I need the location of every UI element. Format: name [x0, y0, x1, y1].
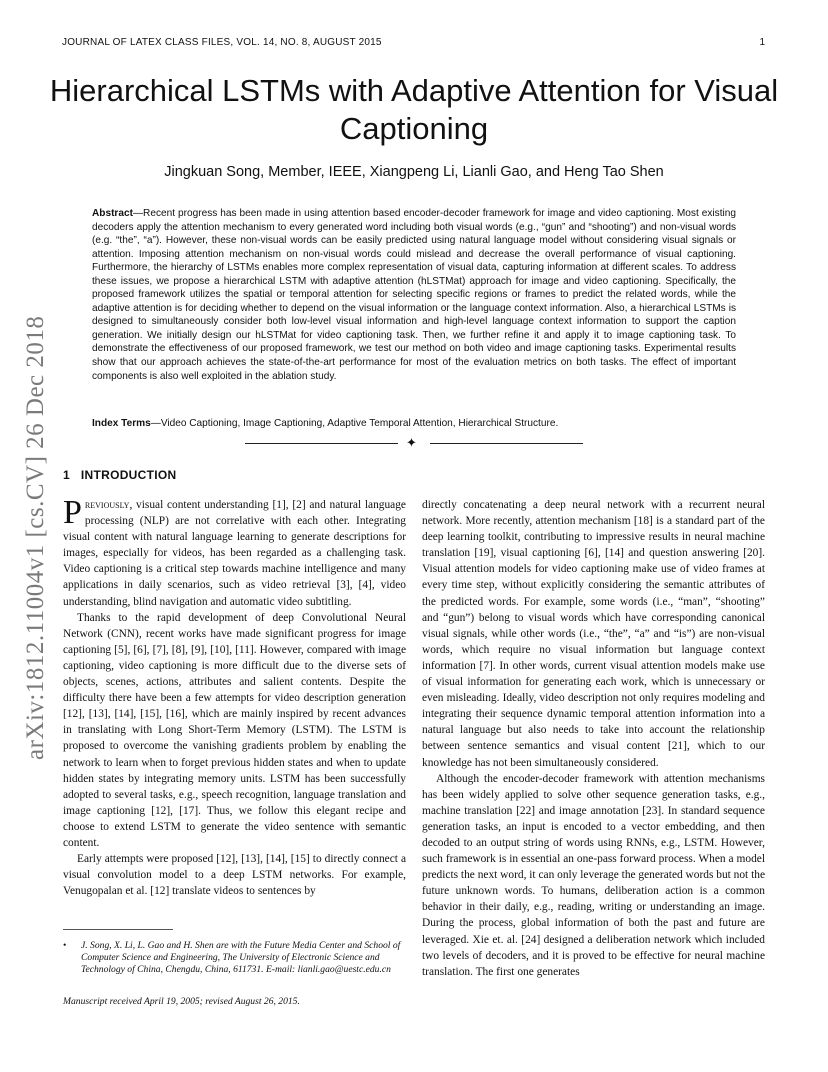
abstract-label: Abstract — [92, 208, 133, 219]
right-column — [422, 497, 765, 980]
index-terms-text: —Video Captioning, Image Captioning, Adaptive Temporal Attention, Hierarchical Structure. — [150, 418, 559, 429]
section-number: 1 — [63, 468, 70, 482]
smallcaps-word: reviously — [84, 499, 130, 511]
paragraph-text: , visual content understanding [1], [2] and natural language processing (NLP) are not correlative with each other. Integrating visual content with natural language learning to generate descriptions for images, especially for videos, has been regarded as a challenging task. Video captioning is a critical step towards machine intelligence and many applications in daily scenarios, such as video retrieval [3], [4], video understanding, blind navigation and automatic video subtitling. — [63, 499, 406, 608]
running-head: JOURNAL OF LATEX CLASS FILES, VOL. 14, NO. 8, AUGUST 2015 — [62, 37, 382, 48]
intro-paragraph-4: directly concatenating a deep neural network with a recurrent neural network. More recently, attention mechanism [18] is a standard part of the deep learning toolkit, contributing to impressive results in neural machine translation [19], visual captioning [6], [14] and question answering [20]. Visual attention models for video captioning make use of video frames at every time step, without explicitly considering the semantic attributes of the predicted words. For example, some words (i.e., “man”, “shooting” and “gun”) belong to visual words which have corresponding canonical visual signals, while other words (i.e., “the”, “a” and “is”) are non-visual words, which require no visual information but language context information [7]. In other words, current visual attention models make use of visual information for generating each work, which is unnecessary or even misleading. Ideally, video description not only requires modeling and integrating their sequence dynamic temporal attention information into a natural language but also needs to take into account the relationship between sentence semantics and visual content [21], which to our knowledge has not been simultaneously considered. — [422, 499, 765, 769]
intro-paragraph-5: Although the encoder-decoder framework with attention mechanisms has been widely applied to solve other sequence generation tasks, e.g., machine translation [22] and image annotation [23]. In standard sequence generation tasks, an input is encoded to a vector embedding, and then decoded to an output string of words using RNNs, e.g., LSTM. However, such framework is in essential an one-pass forward process. When a model predicts the next word, it can only leverage the generated words but not the future unknown words. To humans, deliberation action is a common behavior in their daily, e.g., reading, writing or understanding an image. During the process, global information of both the past and future are leveraged. Xie et. al. [24] designed a deliberation network which included two levels of decoders, and it is proved to be effective for neural machine translation. The first one generates — [422, 772, 765, 978]
separator-rule-left — [245, 443, 398, 444]
manuscript-note: Manuscript received April 19, 2005; revised August 26, 2015. — [63, 996, 300, 1007]
separator-rule-right — [430, 443, 583, 444]
section-heading — [63, 468, 176, 482]
author-list: Jingkuan Song, Member, IEEE, Xiangpeng Li, Lianli Gao, and Heng Tao Shen — [164, 164, 664, 180]
drop-cap: P — [63, 494, 82, 531]
left-column — [63, 494, 406, 899]
paper-title: Hierarchical LSTMs with Adaptive Attention for Visual Captioning — [49, 73, 779, 146]
separator-diamond-icon: ✦ — [406, 435, 417, 450]
footnote — [63, 940, 408, 977]
abstract-text: —Recent progress has been made in using attention based encoder-decoder framework for image and video captioning. Most existing decoders apply the attention mechanism to every generated word including both visual words (e.g., “gun” and “shooting”) and non-visual words (e.g. “the”, “a”). However, these non-visual words can be easily predicted using natural language model without considering visual signals or attention. Imposing attention mechanism on non-visual words could mislead and decrease the overall performance of visual captioning. Furthermore, the hierarchy of LSTMs enables more complex representation of visual data, capturing information at different scales. To address these issues, we propose a hierarchical LSTM with adaptive attention (hLSTMat) approach for image and video captioning. Specifically, the proposed framework utilizes the spatial or temporal attention for selecting specific regions or frames to predict the related words, while the adaptive attention is for deciding whether to depend on the visual information or the language context information. Also, a hierarchical LSTMs is designed to simultaneously consider both low-level visual information and high-level language context information to support the caption generation. We initially design our hLSTMat for video captioning task. Then, we further refine it and apply it to image captioning task. To demonstrate the effectiveness of our proposed framework, we test our method on both video and image captioning tasks. Experimental results show that our approach achieves the state-of-the-art performance for most of the evaluation metrics on both tasks. The effect of important components is also well exploited in the ablation study. — [92, 208, 736, 382]
index-terms-label: Index Terms — [92, 418, 151, 429]
index-terms — [92, 417, 736, 431]
footnote-rule — [63, 929, 173, 930]
section-title: INTRODUCTION — [80, 468, 177, 482]
abstract — [92, 207, 736, 383]
page-number: 1 — [759, 37, 765, 48]
intro-paragraph-2: Thanks to the rapid development of deep Convolutional Neural Network (CNN), recent works have made significant progress for image captioning [5], [6], [7], [8], [9], [10], [11]. However, compared with image captioning, video captioning is more difficult due to the diverse sets of objects, scenes, actions, attributes and salient contents. Despite the difficulty there have been a few attempts for video description generation [12], [13], [14], [15], [16], which are mainly inspired by recent advances in translating with Long Short-Term Memory (LSTM). The LSTM is proposed to overcome the vanishing gradients problem by enabling the network to learn when to forget previous hidden states and when to update hidden states by integrating memory units. LSTM has been successfully adopted to several tasks, e.g., speech recognition, language translation and image captioning [12], [17]. Thus, we follow this elegant recipe and choose to extend LSTM to generate the video sentence with semantic content. — [63, 611, 406, 849]
intro-paragraph-3: Early attempts were proposed [12], [13], [14], [15] to directly connect a visual convolution model to a deep LSTM networks. For example, Venugopalan et al. [12] translate videos to sentences by — [63, 853, 406, 898]
footnote-text: J. Song, X. Li, L. Gao and H. Shen are with the Future Media Center and School of Computer Science and Engineering, The University of Electronic Science and Technology of China, Chengdu, China, 611731. E-mail: lianli.gao@uestc.edu.cn — [81, 940, 401, 976]
bullet-icon: • — [63, 940, 67, 951]
intro-paragraph-1 — [63, 494, 406, 610]
arxiv-stamp: arXiv:1812.11004v1 [cs.CV] 26 Dec 2018 — [22, 315, 49, 760]
